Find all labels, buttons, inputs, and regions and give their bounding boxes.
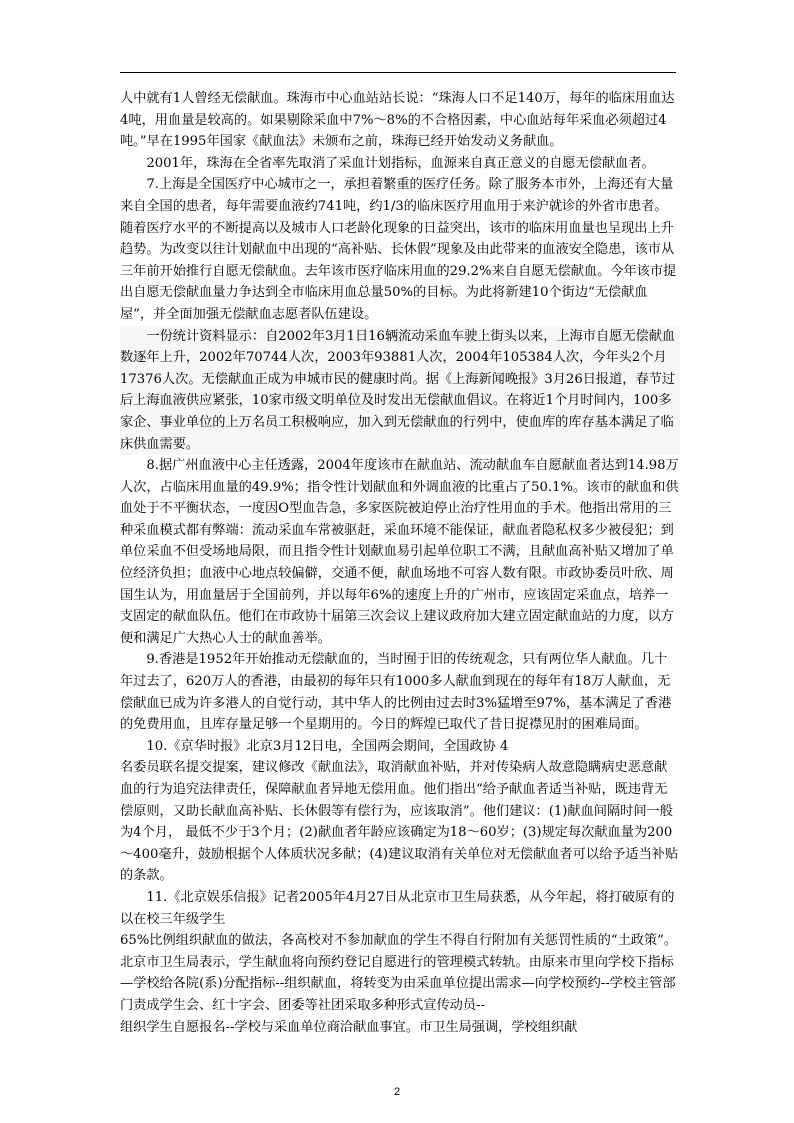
paragraph-9: 11.《北京娱乐信报》记者2005年4月27日从北京市卫生局获悉，从今年起，将打破原有的以在校三年级学生 xyxy=(120,889,675,927)
paragraph-6: 9.香港是1952年开始推动无偿献血的，当时囿于旧的传统观念，只有两位华人献血。几十年过去了，620万人的香港，由最初的每年只有1000多人献血到现在的每年有18万人献血，无偿献血已成为许多港人的自觉行动，其中华人的比例由过去时3%猛增至97%，基本满足了香港的免费用血，且库存量足够一个星期用的。今日的辉煌已取代了昔日捉襟见肘的困难局面。 xyxy=(120,652,672,733)
paragraph-7: 10.《京华时报》北京3月12日电，全国两会期间，全国政协 4 xyxy=(146,738,509,754)
paragraph-8: 名委员联名提交提案，建议修改《献血法》，取消献血补贴，并对传染病人故意隐瞒病史恶意献血的行为追究法律责任，保障献血者异地无偿用血。他们指出“给予献血者适当补贴，既违背无偿原则，又助长献血高补贴、长休假等有偿行为，应该取消”。他们建议：(1)献血间隔时间一般为4个月， 最低不少于3个月；(2)献血者年龄应该确定为18～60岁；(3)规定每次献血量为200～400毫升，鼓励根据个人体质状况多献；(4)建议取消有关单位对无偿献血者可以给予适当补贴的条款。 xyxy=(120,760,679,884)
header-rule xyxy=(120,72,676,73)
paragraph-3: 7.上海是全国医疗中心城市之一，承担着繁重的医疗任务。除了服务本市外，上海还有大量来自全国的患者，每年需要血液约741吨，约1/3的临床医疗用血用于来沪就诊的外省市患者。随着医疗水平的不断提高以及城市人口老龄化现象的日益突出，该市的临床用血量也呈现出上升趋势。为改变以往计划献血中出现的“高补贴、长休假”现象及由此带来的血液安全隐患，该市从三年前开始推行自愿无偿献血。去年该市医疗临床用血的29.2%来自自愿无偿献血。今年该市提出自愿无偿献血量力争达到全市临床用血总量50%的目标。为此将新建10个街边“无偿献血屋”，并全面加强无偿献血志愿者队伍建设。 xyxy=(120,177,677,322)
paragraph-4: 一份统计资料显示：自2002年3月1日16辆流动采血车驶上街头以来，上海市自愿无偿献血数逐年上升，2002年70744人次，2003年93881人次，2004年105384人次，今年头2个月17376人次。无偿献血正成为申城市民的健康时尚。据《上海新闻晚报》3月26日报道，春节过后上海血液供应紧张，10家市级文明单位及时发出无偿献血倡议。在将近1个月时间内，100多家企、事业单位的上万名员工积极响应，加入到无偿献血的行列中，使血库的库存基本满足了临床供血需要。 xyxy=(120,326,680,456)
page-number: 2 xyxy=(393,1086,401,1098)
document-body xyxy=(120,88,680,1038)
paragraph-5: 8.据广州血液中心主任透露，2004年度该市在献血站、流动献血车自愿献血者达到14.98万人次，占临床用血量的49.9%；指令性计划献血和外调血液的比重占了50.1%。该市的献血和供血处于不平衡状态，一度因O型血告急，多家医院被迫停止治疗性用血的手术。他指出常用的三种采血模式都有弊端：流动采血车常被驱赶，采血环境不能保证，献血者隐私权多少被侵犯；到单位采血不但受场地局限，而且指令性计划献血易引起单位职工不满，且献血高补贴又增加了单位经济负担；血液中心地点较偏僻，交通不便，献血场地不可容人数有限。市政协委员叶欣、周国生认为，用血量居于全国前列，并以每年6%的速度上升的广州市，应该固定采血点，培养一支固定的献血队伍。他们在市政协十届第三次会议上建议政府加大建立固定献血站的力度，以方便和满足广大热心人士的献血善举。 xyxy=(120,458,679,646)
paragraph-2: 2001年，珠海在全省率先取消了采血计划指标，血源来自真正意义的自愿无偿献血者。 xyxy=(146,155,655,171)
paragraph-1: 人中就有1人曾经无偿献血。珠海市中心血站站长说：“珠海人口不足140万，每年的临床用血达4吨，用血量是较高的。如果剔除采血中7%～8%的不合格因素，中心血站每年采血必须超过4吨。”早在1995年国家《献血法》未颁布之前，珠海已经开始发动义务献血。 xyxy=(120,91,675,150)
paragraph-10: 65%比例组织献血的做法，各高校对不参加献血的学生不得自行附加有关惩罚性质的“土政策”。北京市卫生局表示，学生献血将向预约登记自愿进行的管理模式转轨。由原来市里向学校下指标—学校给各院(系)分配指标--组织献血，将转变为由采血单位提出需求—向学校预约--学校主管部门责成学生会、红十字会、团委等社团采取多种形式宣传动员-- xyxy=(120,933,678,1013)
paragraph-11: 组织学生自愿报名--学校与采血单位商洽献血事宜。市卫生局强调，学校组织献 xyxy=(120,1019,578,1035)
